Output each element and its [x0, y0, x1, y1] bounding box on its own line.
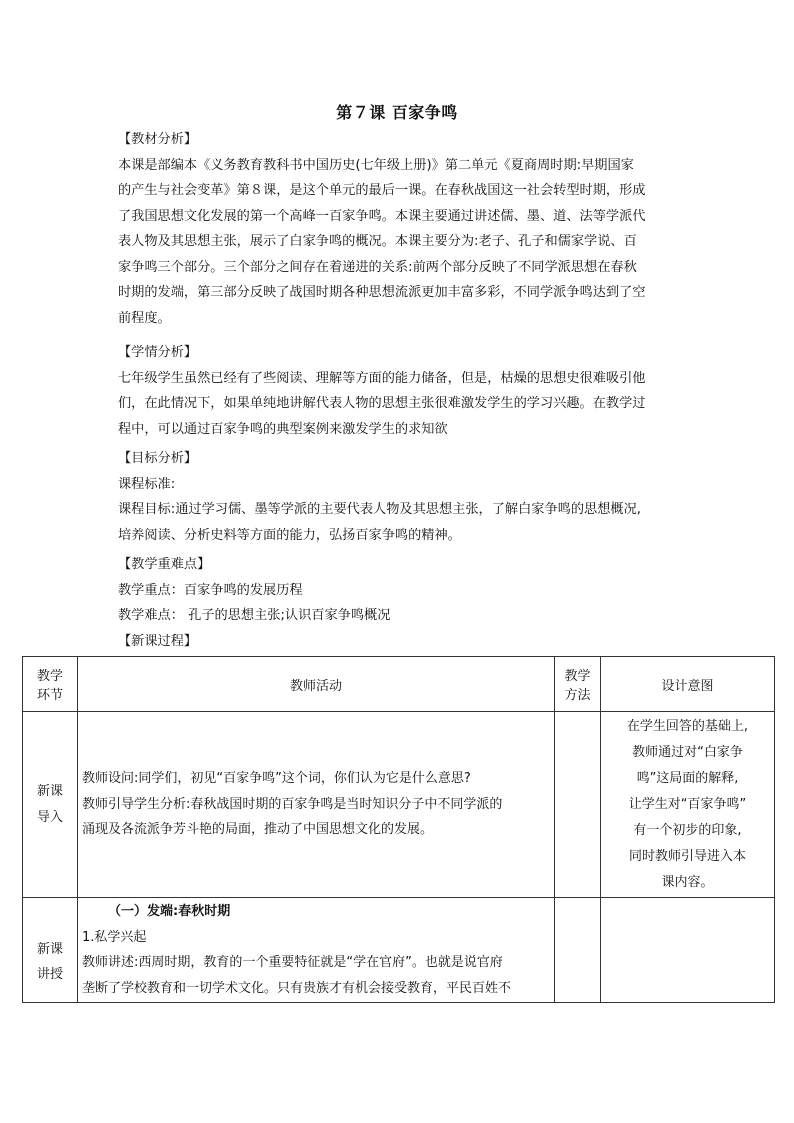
material-line: 表人物及其思想主张，展示了白家争鸣的概况。本课主要分为:老子、孔子和儒家学说、百	[118, 234, 637, 249]
header-method-line: 方法	[564, 688, 591, 703]
intro-intent-line: 在学生回答的基础上,	[626, 718, 749, 734]
intro-intent-line: 同时教师引导进入本	[628, 848, 746, 864]
intro-method	[555, 712, 601, 898]
header-segment-line: 教学	[36, 669, 63, 684]
key-points-heading: 【教学重难点】	[118, 557, 211, 572]
teaching-difficulty: 教学难点： 孔子的思想主张;认识百家争鸣概况	[118, 608, 391, 623]
student-line: 七年级学生虽然已经有了些阅读、理解等方面的能力储备，但是，枯燥的思想史很难吸引他	[118, 370, 646, 386]
intro-activity	[78, 712, 555, 898]
goal-analysis-section	[118, 446, 680, 548]
material-analysis-heading: 【教材分析】	[118, 132, 198, 147]
material-line: 的产生与社会变革》第８课，是这个单元的最后一课。在春秋战国这一社会转型时期，形成	[118, 183, 646, 198]
key-points-section	[118, 552, 680, 654]
header-method-line: 教学	[564, 669, 591, 684]
material-line: 本课是部编本《义务教育教科书中国历史(七年级上册)》第二单元《夏商周时期:早期国家	[118, 157, 634, 173]
header-teacher-activity: 教师活动	[78, 657, 555, 712]
material-analysis-section	[118, 127, 680, 331]
intro-intent-line: 让学生对“百家争鸣”	[628, 796, 747, 812]
intro-intent	[601, 712, 775, 898]
student-line: 程中，可以通过百家争鸣的典型案例来激发学生的求知欲	[118, 421, 448, 437]
intro-intent-line: 课内容。	[661, 874, 714, 890]
teaching-activity-line: 垄断了学校教育和一切学术文化。只有贵族才有机会接受教育，平民百姓不	[82, 980, 512, 996]
teaching-subheading: （一）发端:春秋时期	[108, 904, 231, 919]
material-line: 时期的发端，第三部分反映了战国时期各种思想流派更加丰富多彩，不同学派争鸣达到了空	[118, 285, 646, 300]
teaching-item: 1.私学兴起	[82, 929, 147, 945]
intro-segment	[23, 712, 78, 898]
header-segment-line: 环节	[36, 688, 63, 703]
student-analysis-section	[118, 340, 680, 442]
student-analysis-heading: 【学情分析】	[118, 345, 198, 360]
teaching-activity	[78, 898, 555, 1003]
intro-activity-line: 涌现及各流派争芳斗艳的局面，推动了中国思想文化的发展。	[82, 822, 434, 838]
table-header-row	[23, 657, 775, 712]
material-line: 前程度。	[118, 310, 171, 326]
header-segment	[23, 657, 78, 712]
material-line: 家争鸣三个部分。三个部分之间存在着递进的关系:前两个部分反映了不同学派思想在春秋	[118, 259, 637, 275]
goal-analysis-heading: 【目标分析】	[118, 451, 198, 466]
process-heading: 【新课过程】	[118, 633, 198, 649]
teaching-focus: 教学重点：百家争鸣的发展历程	[118, 582, 303, 598]
intro-activity-line: 教师设问:同学们，初见“百家争鸣”这个词，你们认为它是什么意思?	[82, 771, 471, 787]
intro-activity-line: 教师引导学生分析:春秋战国时期的百家争鸣是当时知识分子中不同学派的	[82, 796, 503, 812]
page-title: 第７课 百家争鸣	[336, 103, 458, 122]
intro-segment-line: 导入	[36, 809, 63, 825]
table-row-intro	[23, 712, 775, 898]
lesson-process-table	[22, 656, 775, 1003]
course-objective-line: 培养阅读、分析史料等方面的能力，弘扬百家争鸣的精神。	[118, 527, 461, 543]
teaching-method	[555, 898, 601, 1003]
intro-intent-line: 有一个初步的印象,	[633, 822, 742, 838]
intro-intent-line: 鸣”这局面的解释,	[636, 770, 739, 786]
header-method	[555, 657, 601, 712]
intro-segment-line: 新课	[36, 784, 63, 799]
table-row-teaching	[23, 898, 775, 1003]
student-line: 们，在此情况下，如果单纯地讲解代表人物的思想主张很难激发学生的学习兴趣。在教学过	[118, 396, 646, 411]
intro-intent-line: 教师通过对“白家争	[632, 744, 743, 760]
teaching-activity-line: 教师讲述:西周时期，教育的一个重要特征就是“学在官府”。也就是说官府	[82, 955, 503, 970]
teaching-segment	[23, 898, 78, 1003]
teaching-intent	[601, 898, 775, 1003]
header-design-intent: 设计意图	[601, 657, 775, 712]
course-objective-line: 课程目标:通过学习儒、墨等学派的主要代表人物及其思想主张，了解白家争鸣的思想概况,	[118, 502, 641, 517]
teaching-segment-line: 讲授	[36, 967, 63, 982]
course-standard: 课程标准:	[118, 476, 176, 492]
material-line: 了我国思想文化发展的第一个高峰一百家争鸣。本课主要通过讲述儒、墨、道、法等学派代	[118, 208, 646, 224]
teaching-segment-line: 新课	[36, 941, 63, 957]
